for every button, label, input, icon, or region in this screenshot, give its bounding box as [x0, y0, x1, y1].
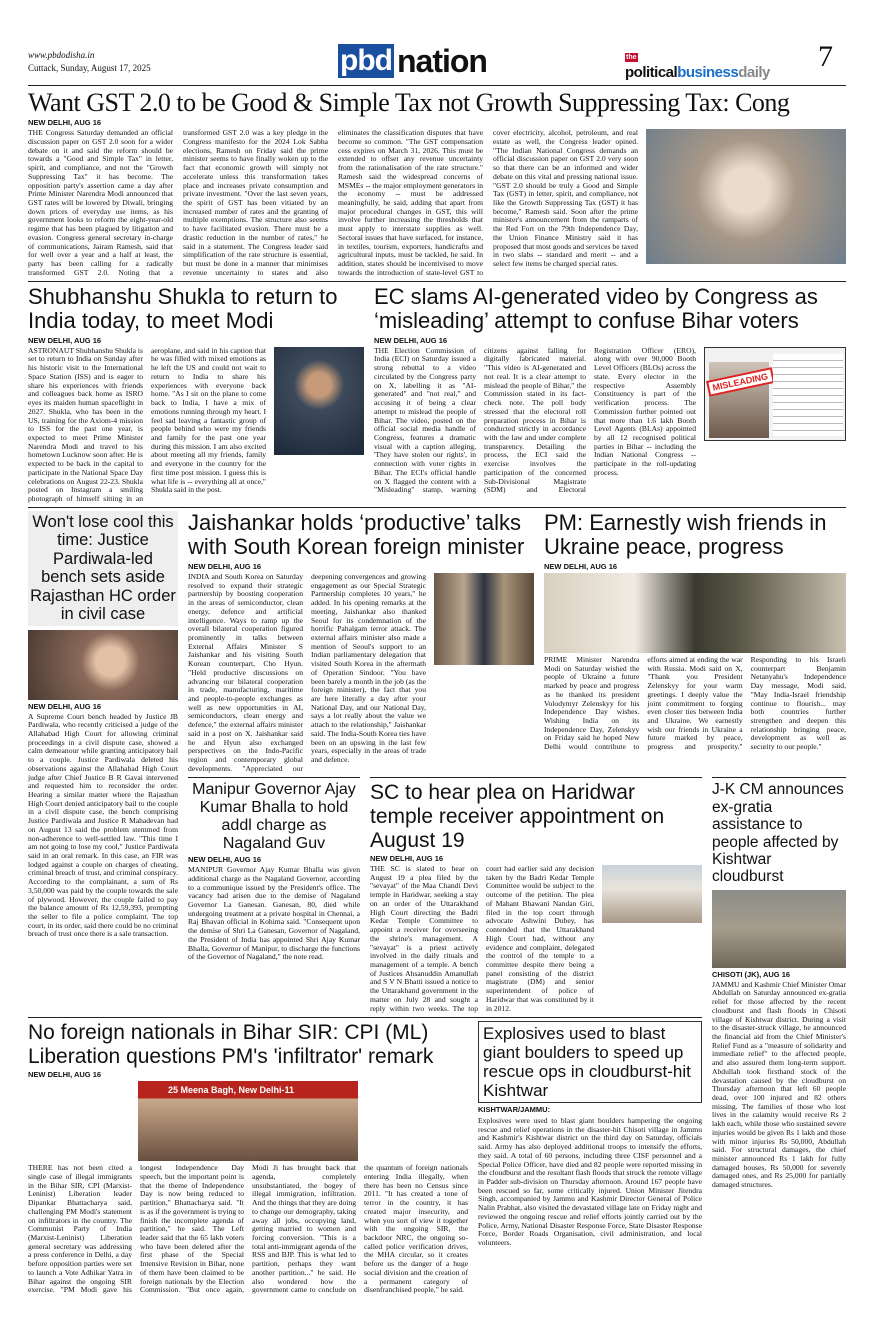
- brand-political: political: [625, 64, 678, 81]
- article-body: INDIA and South Korea on Saturday resolved to expand their strategic partnership by boosting cooperation in the areas of semiconductor, clean energy, defence and artificial intelligence. Ways to ramp up the overall bilateral cooperation figured prominently in talks between External Affairs Minister S Jaishankar and his visiting South Korean counterpart, Cho Hyun. "Held productive discussions on advancing our bilateral cooperation in trade, manufacturing, maritime and people-to-people exchanges as well as new opportunities in AI, semiconductors, clean energy and defence," the external affairs minister said in a post on X. Jaishankar said he and Hyun also exchanged perspectives on the Indo-Pacific region and contemporary global developments. "Appreciated our deepening convergences and growing engagement as our Special Strategic Partnership completes 10 years," he added. In his opening remarks at the meeting, Jaishankar also thanked Seoul for its condemnation of the horrific Pahalgam terror attack. The external affairs minister also made a mention of Seoul's support to an Indian parliamentary delegation that visited South Korea in the aftermath of Operation Sindoor. "You have been barely a month in the job (as the foreign minister), the fact that you are here literally a day after your National Day, and our National Day, says a lot really about the value we attach to the relationship," Jaishankar said. The India-South Korea ties have been on an upswing in the last few years, especially in the areas of trade and defence.: [188, 571, 426, 773]
- headline: SC to hear plea on Haridwar temple receiver appointment on August 19: [370, 781, 665, 852]
- photo-modi-zelenskyy: [544, 573, 846, 653]
- photo-justice-pardiwala: [28, 630, 178, 700]
- headline: No foreign nationals in Bihar SIR: CPI (ML) Liberation questions PM's 'infiltrator' remark: [28, 1021, 434, 1068]
- photo-jairam-ramesh: [646, 129, 846, 264]
- article-sc: [370, 777, 702, 1013]
- logo-nation: nation: [396, 43, 487, 79]
- headline: Won't lose cool this time: Justice Pardiwala-led bench sets aside Rajasthan HC order in civil case: [28, 511, 178, 626]
- article-body: A Supreme Court bench headed by Justice JB Pardiwala, who recently criticised a judge of the Allahabad High Court for allowing criminal proceedings in a civil dispute case, showed a calm demeanour while granting anticipatory bail to a couple. Justice Pardiwala deleted his observations against the Allahabad High Court judge after Chief Justice B R Gavai intervened and requested him to reconsider the order. Hearing a similar matter where the Rajasthan High Court denied anticipatory bail to the couple in a civil dispute case, the bench comprising Justice Pardiwala and Justice R Mahadevan had on August 13 said the problem stemmed from non-adherence to well-settled law. "This time I am not going to lose my cool," Justice Pardiwala said in an oral remark. In this case, an FIR was lodged against a couple on charges of cheating, criminal breach of trust, and criminal conspiracy. According to the complainant, a sum of Rs 3,50,000 was paid by the couple towards the sale of plywood. However, the couple failed to pay the balance amount of Rs 12,59,393, prompting the seller to file a police complaint. The top court, in its order, said there could be no criminal breach of trust once there is a sale transaction.: [28, 711, 178, 939]
- article-body: PRIME Minister Narendra Modi on Saturday wished the people of Ukraine a future marked by peace and progress as he thanked its president Volodymyr Zelenskyy for his Independence Day wishes. Wishing India on its Independence Day, Zelenskyy on Friday said he hoped New Delhi would contribute to efforts aimed at ending the war with Russia. Modi said on X, "Thank you President Zelenskyy for your warm greetings. I deeply value the joint commitment to forging even closer ties between India and Ukraine. We earnestly wish our friends in Ukraine a future marked by peace, progress and prosperity." Responding to his Israeli counterpart Benjamin Netanyahu's Independence Day message, Modi said, "May India-Israel friendship continue to flourish... may both countries further strengthen and deepen this relationship bringing peace, development as well as security to our people.": [544, 654, 846, 752]
- article-body: THE Election Commission of India (ECI) on Saturday issued a strong rebuttal to a video circulated by the Congress party on X, labelling it as "AI-generated" and "not real," and accusing it of being a clear attempt to mislead the people of Bihar. The video, posted on the official social media handle of Congress, features a dramatic visual with a caption alleging, 'They have stolen our rights', in connection with voter rights in Bihar. The ECI's official handle on X flagged the content with a "Misleading" stamp, warning citizens against falling for digitally fabricated material. "This video is AI-generated and not real. It is a clear attempt to mislead the people of Bihar," the Commission stated in its fact-check note. The poll body stressed that the electoral roll preparation process in Bihar is conducted strictly in accordance with the law and under complete transparency. Detailing the process, the ECI said the exercise involves the participation of the concerned Sub-Divisional Magistrate (SDM) and Electoral Registration Officer (ERO), along with over 90,000 Booth Level Officers (BLOs) across the state. Every elector in the respective Assembly Constituency is part of the verification process. The Commission further pointed out that more than 1.6 lakh Booth Level Agents (BLAs) appointed by all 12 recognised political parties in Bihar -- including the Indian National Congress -- participate in the roll-updating process.: [374, 345, 696, 495]
- brand-logo: [625, 46, 770, 82]
- headline: EC slams AI-generated video by Congress as ‘misleading’ attempt to confuse Bihar voters: [374, 283, 818, 334]
- photo-press-conference: [138, 1081, 358, 1161]
- article-kishtwar-explosives: [478, 1021, 702, 1248]
- photo-shubhanshu-shukla: [274, 347, 364, 455]
- article-dateline: NEW DELHI, AUG 16: [544, 561, 618, 571]
- article-dateline: KISHTWAR/JAMMU:: [478, 1105, 551, 1115]
- brand-business: business: [677, 64, 739, 81]
- headline: Explosives used to blast giant boulders to speed up rescue ops in cloudburst-hit Kishtwar: [478, 1021, 702, 1103]
- article-ec: [374, 285, 846, 495]
- divider: [28, 281, 846, 282]
- banner-text: 25 Meena Bagh, New Delhi-11: [168, 1085, 295, 1096]
- website[interactable]: www.pbdodisha.in: [28, 50, 95, 60]
- brand-the: the: [626, 54, 637, 61]
- headline: Shubhanshu Shukla to return to India today, to meet Modi: [28, 283, 338, 334]
- masthead: [28, 0, 846, 82]
- article-dateline: NEW DELHI, AUG 16: [188, 561, 262, 571]
- photo-supreme-court: [602, 865, 702, 923]
- headline: Manipur Governor Ajay Kumar Bhalla to hold addl charge as Nagaland Guv: [192, 781, 356, 853]
- article-body: THERE has not been cited a single case of illegal immigrants in the Bihar SIR, CPI (Marxist-Leninist) Liberation leader Dipankar Bhattacharya said, challenging PM Modi's statement on infiltrators in the country. The Communist Party of India (Marxist-Leninist) Liberation general secretary was addressing a press conference in Delhi, a day before opposition parties were set to launch a Vote Adhikar Yatra in Bihar against the ongoing SIR exercise. "PM Modi gave his longest Independence Day speech, but the important point is that the theme of Independence Day is now being reduced to partition," Bhattacharya said. "It is as if the government is trying to finish the incomplete agenda of partition," he said. The Left leader said that the 65 lakh voters who have been deleted after the first phase of the Special Intensive Revision in Bihar, none of them have been claimed to be foreign nationals by the Election Commission. "But once again, Modi Ji has brought back that agenda, completely unsubstantiated, the bogey of illegal immigration, infiltration. And the things that they are doing to change our demography, taking away all jobs, occupying land, getting married to women and forcing conversion. "This is a total anti-immigrant agenda of the RSS and BJP. This is what led to partition, perhaps they want another partition..." he said. He also wondered how the government came to conclude on the quantum of foreign nationals entering India illegally, when there has been no Census since 2011. "It has created a tone of terror in the country, it has created major insecurity, and when you sort of view it together with the ongoing SIR, the backdoor NRC, the ongoing so-called police verification drives, the MHA circular, so it creates before us the danger of a huge social division and the creation of a permanent category of disenfranchised people," he said.: [28, 1163, 468, 1295]
- article-body: JAMMU and Kashmir Chief Minister Omar Abdullah on Saturday announced ex-gratia relief for those affected by the recent cloudburst and flash floods in Chisoti village of Kishtwar district. During a visit to the disaster-struck village, he announced the financial aid from the Chief Minister's Relief Fund as a "measure of solidarity and immediate relief" to the affected people, and also assured them long-term support. Abdullah took firsthand stock of the devastation caused by the cloudburst on Thursday afternoon that left 60 people dead, over 100 injured and 82 others missing. The families of those who lost lives in the calamity would receive Rs 2 lakh each, while those who sustained severe injuries would be given Rs 1 lakh and those with minor injuries Rs 50,000, Abdullah said. For structural damages, the chief minister announced Rs 1 lakh for fully damaged houses, Rs 50,000 for severely damaged ones, and Rs 25,000 for partially damaged structures.: [712, 979, 846, 1190]
- article-justice: [28, 511, 178, 1014]
- article-body: [478, 1106, 702, 1247]
- article-text: Explosives were used to blast giant boulders hampering the ongoing rescue and relief operations in the disaster-hit Chisoti village in Jammu and Kashmir's Kishtwar district on the third day on Saturday, officials said. Army has also deployed additional troops to intensify the efforts, they said. A total of 60 persons, including three CISF personnel and a Special Police Officer, have died and 82 people were reported missing in the cloudburst and the resultant flash floods that struck the remote village in Padder sub-division on Thursday afternoon. Around 167 people have been rescued so far, some critically injured. Union Minister Jitendra Singh, accompanied by Jammu and Kashmir Director General of Police Nalin Prabhat, also visited the devastated village late on Friday night and reviewed the ongoing rescue and relief efforts jointly carried out by the Police, Army, National Disaster Response Force, State Disaster Response Force, Border Roads Organisation, civil administration, and local volunteers.: [478, 1116, 702, 1248]
- page-number: 7: [818, 40, 833, 73]
- article-dateline: NEW DELHI, AUG 16: [28, 1070, 102, 1080]
- article-dateline: NEW DELHI, AUG 16: [28, 118, 102, 128]
- misleading-stamp: MISLEADING: [706, 367, 774, 396]
- bottom-row: [28, 1017, 702, 1295]
- headline: PM: Earnestly wish friends in Ukraine peace, progress: [544, 509, 827, 560]
- logo-pbd: pbd: [340, 44, 392, 77]
- photo-jaishankar-cho-hyun: [434, 573, 534, 665]
- article-dateline: NEW DELHI, AUG 16: [188, 855, 262, 865]
- article-shukla: [28, 285, 364, 504]
- factcheck-text: [773, 354, 843, 436]
- divider: [28, 507, 846, 508]
- article-dateline: CHISOTI (JK), AUG 16: [712, 969, 791, 979]
- article-body: THE SC is slated to hear on August 19 a plea filed by the "sevayat" of the Maa Chandi Devi temple in Haridwar, seeking a stay on an order of the Uttarakhand High Court directing the Badri Kedar Temple Committee to appoint a receiver for overseeing the shrine's management. A "sevayat" is a priest actively involved in the daily rituals and management of a temple. A bench of Justices Ahsanuddin Amanullah and S V N Bhatti issued a notice to the Uttarakhand government in the matter on July 28 and sought a reply within two weeks. The top court had earlier said any decision taken by the Badri Kedar Temple Committee would be subject to the outcome of the petition. The plea of Mahant Bhawani Nandan Giri, filed in the top court through advocate Ashwini Dubey, has contended that the Uttarakhand High Court had, without any evidence and complaint, delegated the control of the temple to a committee despite there being a panel consisting of the district magistrate (DM) and senior superintendent of police of Haridwar that was constituted by it in 2012.: [370, 864, 594, 1013]
- logo: [338, 44, 487, 78]
- article-cpi-ml: [28, 1021, 468, 1295]
- article-dateline: NEW DELHI, AUG 16: [28, 701, 102, 711]
- article-body: ASTRONAUT Shubhanshu Shukla is set to return to India on Sunday after his historic visit to the International Space Station (ISS) and is eager to share his experiences with friends and colleagues back home as ISRO eyes its maiden human spaceflight in 2027. Shukla, who has been in the US, training for the Axiom-4 mission to ISS for the past one year, is expected to meet Prime Minister Narendra Modi and travel to his hometown Lucknow soon after. He is expected to be back in the capital to participate in the National Space Day celebrations on August 22-23. Shukla posted on Instagram a smiling photograph of himself sitting in an aeroplane, and said in his caption that he was filled with mixed emotions as he left the US and could not wait to return to India to share his experiences with everyone back home. "As I sit on the plane to come back to India, I have a mix of emotions running through my heart. I feel sad leaving a fantastic group of people behind who were my friends and family for the past one year during this mission. I am also excited about meeting all my friends, family and everyone in the country for the first time post mission. I guess this is what life is -- everything all at once," Shukla said in the post.: [28, 345, 266, 503]
- headline: Jaishankar holds ‘productive’ talks with South Korean foreign minister: [188, 509, 525, 560]
- brand-daily: daily: [738, 64, 770, 81]
- dateline: Cuttack, Sunday, August 17, 2025: [28, 63, 151, 73]
- article-jk: [712, 777, 846, 1295]
- headline: Want GST 2.0 to be Good & Simple Tax not Growth Suppressing Tax: Cong: [28, 88, 790, 117]
- article-body: MANIPUR Governor Ajay Kumar Bhalla was given additional charge as the Nagaland Governor, according to a communique issued by the President's office. The vacancy had arisen due to the demise of Nagaland Governor La Ganesan. Ganesan, 80, died while undergoing treatment at a private hospital in Chennai, a Raj Bhavan official in Kohima said. "Consequent upon the demise of Shri La Ganesan, Governor of Nagaland, the President of India has appointed Shri Ajay Kumar Bhalla, Governor of Manipur, to discharge the functions of the Governor of Nagaland," the note read.: [188, 865, 360, 962]
- divider: [28, 85, 846, 86]
- headline: J-K CM announces ex-gratia assistance to people affected by Kishtwar cloudburst: [712, 781, 844, 886]
- screenshot-ec-factcheck: [704, 347, 846, 441]
- article-body: THE Congress Saturday demanded an official discussion paper on GST 2.0 soon for a wider debate on it and said the reform should be towards a "Good and Simple Tax" in letter, spirit, and compliance, and not the "Growth Suppressing Tax" it has become. The opposition party's assertion came a day after Prime Minister Narendra Modi announced that GST rates will be lowered by Diwali, bringing down prices of everyday use items, as his government looks to reform the eight-year-old regime that has been plagued by litigation and evasion. Congress general secretary in-charge of communications, Jairam Ramesh, said that for well over a year and a half at least, the party has been calling for a radically transformed GST 2.0. Noting that a transformed GST 2.0 was a key pledge in the Congress manifesto for the 2024 Lok Sabha elections, Ramesh on Friday said the prime minister seems to have finally woken up to the fact that economic growth will simply not accelerate unless this transformation takes place and increases private consumption and private investment. "Over the last seven years, the spirit of GST has been vitiated by an increased number of rates and the granting of multiple exemptions. The structure also seems to have facilitated evasion. There must be a drastic reduction in the number of rates," he said in a statement. The Congress leader said simplification of the rate structure is essential, but must be done in a manner that minimises revenue uncertainty to states and also eliminates the classification disputes that have become so common. "The GST compensation cess expires on March 31, 2026. This must be extended to offset any revenue uncertainty from the rationalisation of the rate structure." Ramesh said the widespread concerns of MSMEs -- the major employment generators in the economy -- must be addressed meaningfully, he said, adding that apart from major procedural changes in GST, this will involve further increasing the thresholds that must apply to interstate supplies as well. Sectoral issues that have surfaced, for instance, in textiles, tourism, exporters, handicrafts and agricultural inputs, must be tackled, he said. In addition, states should be incentivised to move towards the introduction of state-level GST to cover electricity, alcohol, petroleum, and real estate as well, the Congress leader opined. "The Indian National Congress demands an official discussion paper on GST 2.0 very soon so that there can be an informed and wider debate on this vital and pressing national issue. "GST 2.0 should be truly a Good and Simple Tax (GST) in letter, spirit, and compliance, not like the Growth Suppressing Tax (GST) it has become," Ramesh said. Soon after the prime minister's announcement from the ramparts of the Red Fort on the 79th Independence Day, the Union Finance Ministry said it has proposed that most goods and services be taxed in two slabs -- standard and merit -- and a select few items be charged special rates.: [28, 128, 638, 277]
- article-dateline: NEW DELHI, AUG 16: [28, 335, 102, 345]
- article-dateline: NEW DELHI, AUG 16: [370, 854, 444, 864]
- article-dateline: NEW DELHI, AUG 16: [374, 335, 448, 345]
- article-jaishankar: [188, 511, 534, 774]
- article-pm: [544, 511, 846, 774]
- article-manipur: [188, 777, 360, 1013]
- photo-kishtwar-cloudburst: [712, 890, 846, 968]
- article-gst: [28, 89, 846, 278]
